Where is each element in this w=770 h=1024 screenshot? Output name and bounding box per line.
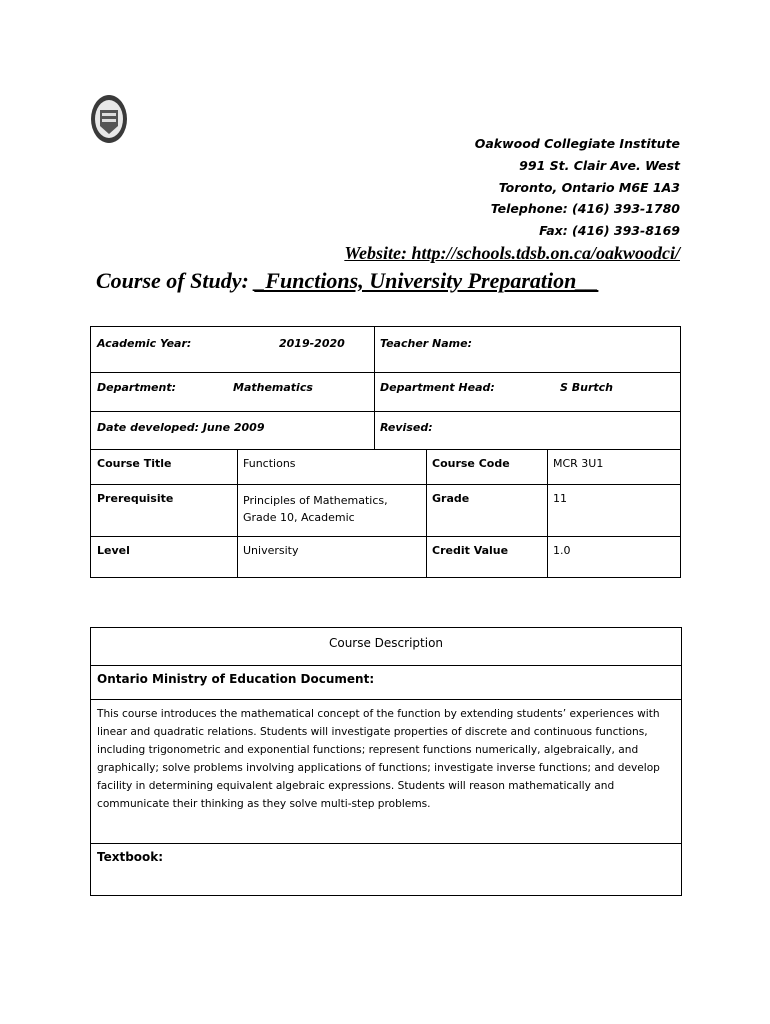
textbook-label: Textbook:	[97, 850, 164, 864]
academic-year-value: 2019-2020	[279, 337, 345, 350]
level-value: University	[243, 544, 299, 557]
department-head-label: Department Head:	[380, 381, 495, 394]
prerequisite-label: Prerequisite	[97, 492, 174, 505]
course-title: _Functions, University Preparation__	[254, 268, 599, 293]
title-prefix: Course of Study:	[96, 268, 255, 293]
credit-value-value-cell	[547, 536, 681, 578]
department-label: Department:	[97, 381, 176, 394]
credit-value-label: Credit Value	[432, 544, 509, 557]
credit-value-value: 1.0	[553, 544, 571, 557]
course-description-heading: Course Description	[328, 636, 444, 650]
school-city: Toronto, Ontario M6E 1A3	[498, 179, 680, 195]
school-street: 991 St. Clair Ave. West	[519, 157, 680, 173]
revised-label: Revised:	[380, 421, 433, 434]
grade-label: Grade	[432, 492, 470, 505]
teacher-name-label: Teacher Name:	[380, 337, 472, 350]
school-telephone: Telephone: (416) 393-1780	[490, 201, 680, 217]
school-seal-icon	[90, 94, 128, 144]
school-address-block	[475, 133, 680, 242]
school-fax: Fax: (416) 393-8169	[539, 223, 680, 239]
level-value-cell	[237, 536, 427, 578]
textbook-cell	[90, 843, 682, 896]
credit-value-label-cell	[426, 536, 548, 578]
department-head-value: S Burtch	[560, 381, 614, 394]
school-name: Oakwood Collegiate Institute	[474, 136, 680, 151]
academic-year-label: Academic Year:	[97, 337, 192, 350]
page-title	[96, 268, 598, 294]
course-title-value: Functions	[243, 457, 296, 470]
level-label: Level	[97, 544, 130, 557]
course-description-text: This course introduces the mathematical concept of the function by extending students’ experiences with linear and quadratic relations. Students will investigate properties of discrete and continuous functions, including trigonometric and exponential functions; represent functions numerically, algebraically, and graphically; solve problems involving applications of functions; investigate inverse functions; and develop facility in determining equivalent algebraic expressions. Students will reason mathematically and communicate their thinking as they solve multi-step problems.	[97, 708, 660, 810]
course-code-label: Course Code	[432, 457, 510, 470]
department-value: Mathematics	[233, 381, 313, 394]
course-title-label: Course Title	[97, 457, 172, 470]
grade-value: 11	[553, 492, 567, 505]
date-developed: Date developed: June 2009	[97, 421, 265, 434]
prerequisite-value: Principles of Mathematics, Grade 10, Academic	[243, 494, 388, 524]
course-code-value: MCR 3U1	[553, 457, 604, 470]
school-website-link[interactable]: Website: http://schools.tdsb.on.ca/oakwoodci/	[344, 243, 680, 263]
level-label-cell	[90, 536, 238, 578]
grade-value-cell	[547, 484, 681, 537]
ministry-document-label: Ontario Ministry of Education Document:	[97, 672, 375, 686]
